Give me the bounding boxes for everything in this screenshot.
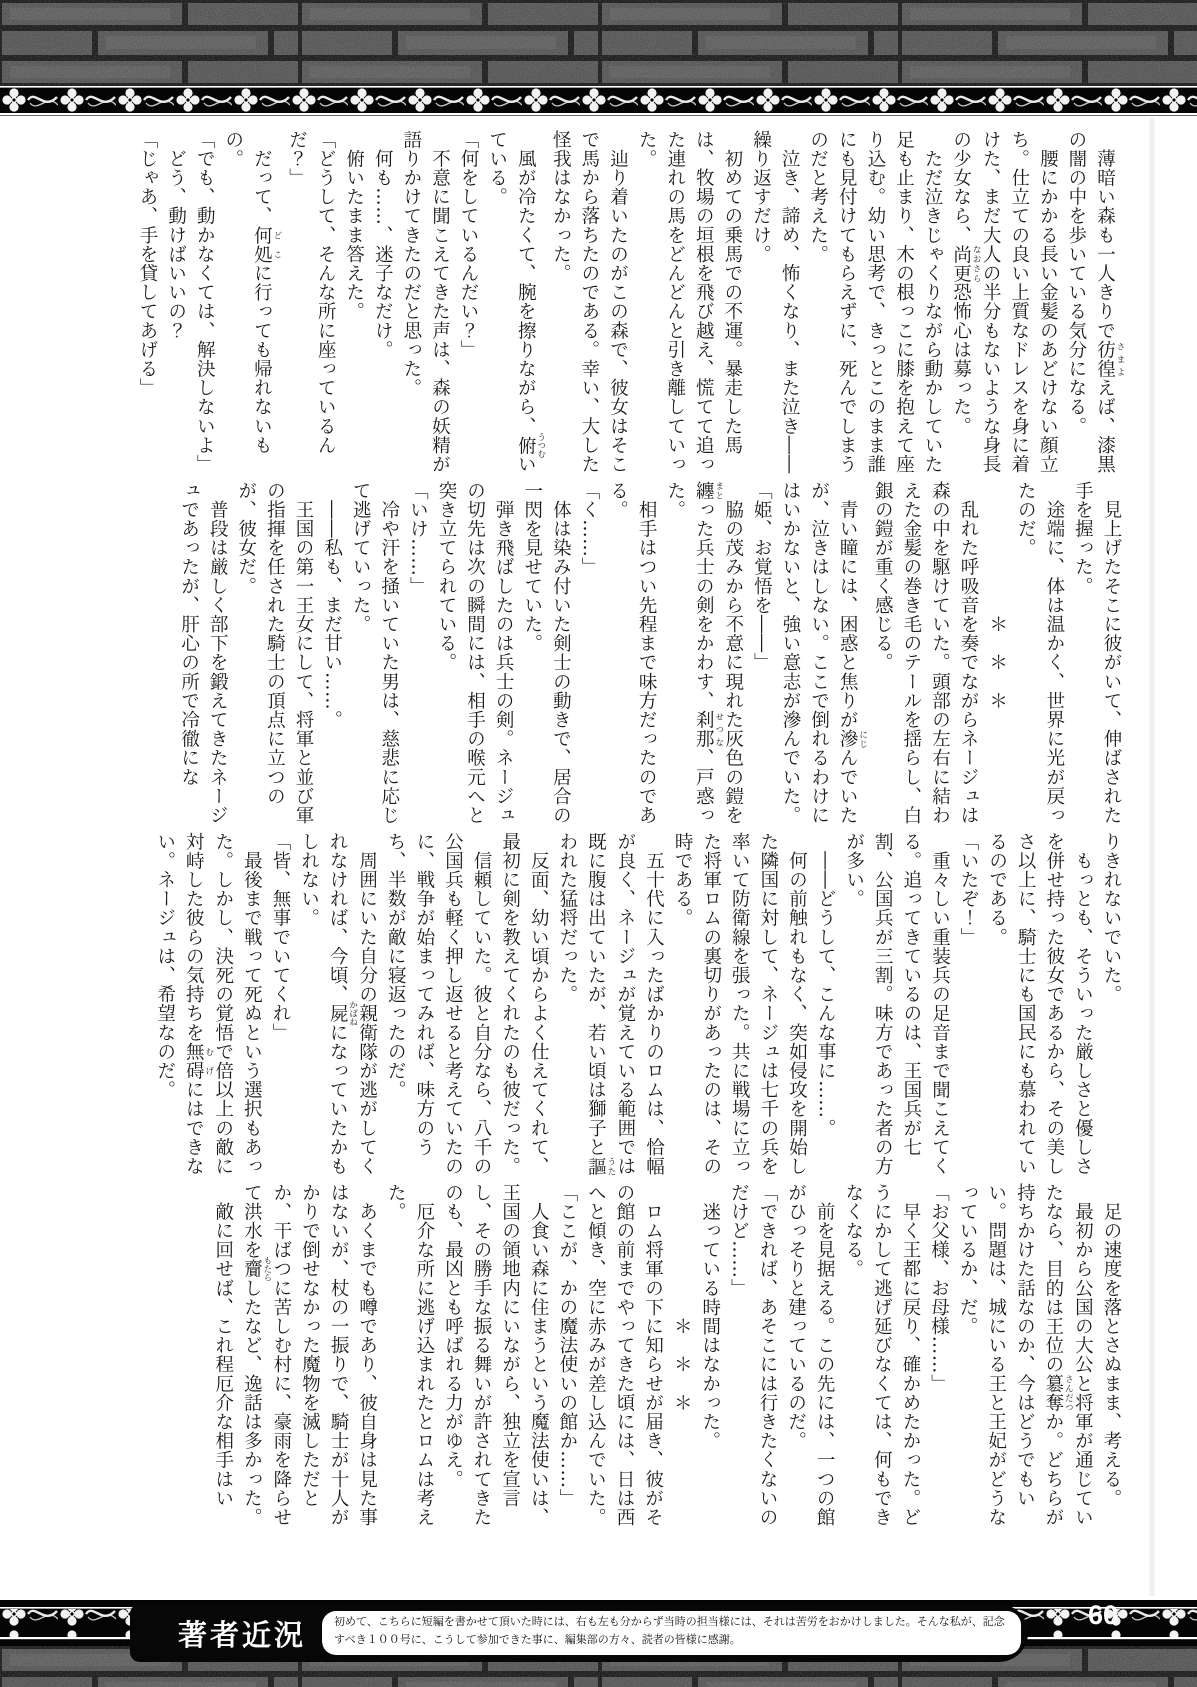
page-crease-shadow xyxy=(1148,118,1156,1596)
story-row-1 xyxy=(135,130,1125,475)
author-status-bar xyxy=(130,1604,1028,1662)
story-paragraph: だって、何処 どこに行っても帰れないもの。 xyxy=(222,130,282,455)
author-status-label: 著者近況 xyxy=(178,1619,307,1652)
story-paragraph: 反面、幼い頃からよく仕えてくれて、最初に剣を教えてくれたのも彼だった。 xyxy=(499,832,550,1176)
story-paragraph: 重々しい重装兵の足音まで聞こえてくる。追ってきているのは、王国兵が七割、公国兵が三割。味方であった者の方が多い。 xyxy=(843,832,951,1176)
story-row-3 xyxy=(135,832,1125,1177)
story-paragraph: 五十代に入ったばかりのロムは、恰幅が良く、ネージュが覚えている範囲では既に腹は出ていたが、若い頃は獅子と謳 うたわれた猛将だった。 xyxy=(556,832,665,1176)
story-paragraph: 乱れた呼吸音を奏でながらネージュは森の中を駆けていた。頭部の左右に結わえた金髪の巻き毛のテールを揺らし、白銀の鎧が重く感じる。 xyxy=(872,481,980,825)
story-paragraph: 俯いたまま答えた。 xyxy=(343,130,365,321)
story-paragraph: 風が冷たくて、腕を擦りながら、俯 うつむいている。 xyxy=(486,130,546,474)
story-paragraph: 弾き飛ばしたのは兵士の剣。ネージュの切先は次の瞬間には、相手の喉元へと突き立てられている。 xyxy=(435,481,515,825)
story-paragraph: 途端に、体は温かく、世界に光が戻ったのだ。 xyxy=(1015,481,1065,825)
story-paragraph: 最後まで戦って死ぬという選択もあった。しかし、決死の覚悟で倍以上の敵に対峙した彼らの気持ちを無碍 むげにはできない。ネージュは、希望なのだ。 xyxy=(154,832,263,1176)
story-paragraph: 「お父様、お母様……」 xyxy=(928,1183,950,1394)
story-paragraph: ――どうして、こんな事に……。 xyxy=(815,832,837,1138)
page-number: 60 xyxy=(1088,1600,1119,1630)
story-paragraph: 何の前触れもなく、突如侵攻を開始した隣国に対して、ネージュは七千の兵を率いて防衛線を張った。共に戦場に立った将軍ロムの裏切りがあったのは、その時である。 xyxy=(672,832,808,1176)
story-row-4 xyxy=(135,1183,1125,1535)
story-paragraph: 「何をしているんだい？」 xyxy=(458,130,480,360)
story-paragraph: 前を見据える。この先には、一つの館がひっそりと建っているのだ。 xyxy=(785,1183,836,1527)
story-paragraph: もっとも、そういった厳しさと優しさを併せ持った彼女であるから、その美しさ以上に、騎士にも国民にも慕われているのである。 xyxy=(986,832,1094,1176)
story-paragraph: 厄介な所に逃げ込まれたとロムは考えた。 xyxy=(385,1183,435,1527)
story-paragraph: りきれないでいた。 xyxy=(1101,832,1122,1004)
story-paragraph: 早く王都に戻り、確かめたかった。どうにかして逃げ延びなくては、何もできなくなる。 xyxy=(842,1183,921,1527)
story-paragraph: 王国の第一王女にして、将軍と並び軍の指揮を任された騎士の頂点に立つのが、彼女だ。 xyxy=(235,481,314,825)
brick-border-top xyxy=(0,0,1197,86)
story-paragraph: 迷っている時間はなかった。 xyxy=(699,1183,721,1451)
story-paragraph: 不意に聞こえてきた声は、森の妖精が語りかけてきたのだと思った。 xyxy=(400,130,451,474)
story-paragraph: ただ泣きじゃくりながら動かしていた足も止まり、木の根っこに膝を抱えて座り込む。幼い思考で、きっとこのまま誰にも見付けてもらえずに、死んでしまうのだと考えた。 xyxy=(807,130,944,474)
story-paragraph: 足の速度を落とさぬまま、考える。 xyxy=(1101,1183,1122,1508)
story-paragraph: 辿り着いたのがこの森で、彼女はそこで馬から落ちたのである。幸い、大した怪我はなかった。 xyxy=(550,130,629,474)
story-paragraph: 「皆、無事でいてくれ」 xyxy=(269,832,291,1043)
ornament-band-top xyxy=(0,86,1197,116)
story-paragraph: ＊ ＊ ＊ xyxy=(986,481,1008,711)
story-paragraph: 脇の茂みから不意に現れた灰色の鎧を纏 まとった兵士の剣をかわす、刹那 せつな、戸惑った。 xyxy=(664,481,744,825)
story-paragraph: 「く……」 xyxy=(578,481,600,577)
story-paragraph: 「じゃあ、手を貸してあげる」 xyxy=(137,130,158,398)
story-paragraph: 泣き、諦め、怖くなり、また泣き――繰り返すだけ。 xyxy=(750,130,801,474)
story-paragraph: ――私も、まだ甘い……。 xyxy=(321,481,343,730)
story-paragraph: 「どうして、そんな所に座っているんだ？」 xyxy=(286,130,337,455)
story-paragraph: 冷や汗を掻いていた男は、慈悲に応じて逃げていった。 xyxy=(350,481,400,825)
story-paragraph: 初めての乗馬での不運。暴走した馬は、牧場の垣根を飛び越え、慌てて追った連れの馬をどんどんと引き離していった。 xyxy=(636,130,743,474)
story-paragraph: 「ここが、かの魔法使いの館か……」 xyxy=(556,1183,578,1508)
story-paragraph: あくまでも噂であり、彼自身は見た事はないが、杖の一振りで、騎士が十人がかりで倒せなかった魔物を滅しただとか、干ばつに苦しむ村に、豪雨を降らせて洪水を齎 もたらしたなど、逸話は多かった。 xyxy=(241,1183,378,1527)
story-paragraph: 相手はつい先程まで味方だったのである。 xyxy=(607,481,658,825)
story-row-2 xyxy=(135,481,1125,826)
story-paragraph: 「姫、お覚悟を――」 xyxy=(751,481,773,672)
story-paragraph: 信頼していた。彼と自分なら、八千の公国兵も軽く押し返せると考えていたのに、戦争が始まってみれば、味方のうち、半数が敵に寝返ったのだ。 xyxy=(385,832,493,1176)
story-paragraph: 周囲にいた自分の親衛隊が逃がしてくれなければ、今頃、屍 かばねになっていたかもしれない。 xyxy=(298,832,378,1176)
story-paragraph: ＊ ＊ ＊ xyxy=(671,1183,693,1413)
story-paragraph: 見上げたそこに彼がいて、伸ばされた手を握った。 xyxy=(1072,481,1122,825)
story-paragraph: 「いたぞ！」 xyxy=(958,832,980,947)
story-paragraph: 「いけ……」 xyxy=(407,481,429,596)
story-paragraph: ロム将軍の下に知らせが届き、彼がその館の前までやってきた頃には、日は西へと傾き、空に赤みが差し込んでいた。 xyxy=(585,1183,664,1527)
story-paragraph: 体は染み付いた剣士の動きで、居合の一閃を見せていた。 xyxy=(521,481,572,825)
story-paragraph: 最初から公国の大公と将軍が通じていたなら、目的は王位の簒奪 さんだつか。どちらが持ちかけた話なのか、今はどうでもいい。問題は、城にいる王と王妃がどうなっているか、だ。 xyxy=(957,1183,1094,1527)
story-paragraph: 何も……、迷子なだけ。 xyxy=(372,130,394,360)
story-paragraph: 薄暗い森も一人きりで彷徨 さまよえば、漆黒の闇の中を歩いている気分になる。 xyxy=(1065,130,1125,474)
story-paragraph: 普段は厳しく部下を鍛えてきたネージュであったが、肝心の所で冷徹にな xyxy=(178,481,229,825)
story-paragraph: 人食い森に住まうという魔法使いは、王国の領地内にいながら、独立を宣言し、その勝手な振る舞いが許されてきたのも、最凶とも呼ばれる力がゆえ。 xyxy=(442,1183,550,1527)
story-paragraph: 「でも、動かなくては、解決しないよ」 xyxy=(194,130,216,474)
story-paragraph: 敵に回せば、これ程厄介な相手はい xyxy=(212,1183,234,1508)
story-paragraph: どう、動けばいいの？ xyxy=(165,130,187,341)
story-paragraph: 腰にかかる長い金髪のあどけない顔立ち。仕立ての良い上質なドレスを身に着けた、まだ大人の半分もないような身長の少女なら、尚更 なおさら恐怖心は募った。 xyxy=(950,130,1059,474)
story-paragraph: 「できれば、あそこには行きたくないのだけど……」 xyxy=(728,1183,778,1527)
author-status-text: 初めて、こちらに短編を書かせて頂いた時には、右も左も分からず当時の担当様には、それは苦労をおかけしました。そんな私が、記念すべき１００号に、こうして参加できた事に、編集部の方々、読者の皆様に感謝。 xyxy=(322,1611,1021,1655)
story-paragraph: 青い瞳には、困惑と焦りが滲 にじんでいたが、泣きはしない。ここで倒れるわけにはいかないと、強い意志が滲んでいた。 xyxy=(779,481,868,825)
